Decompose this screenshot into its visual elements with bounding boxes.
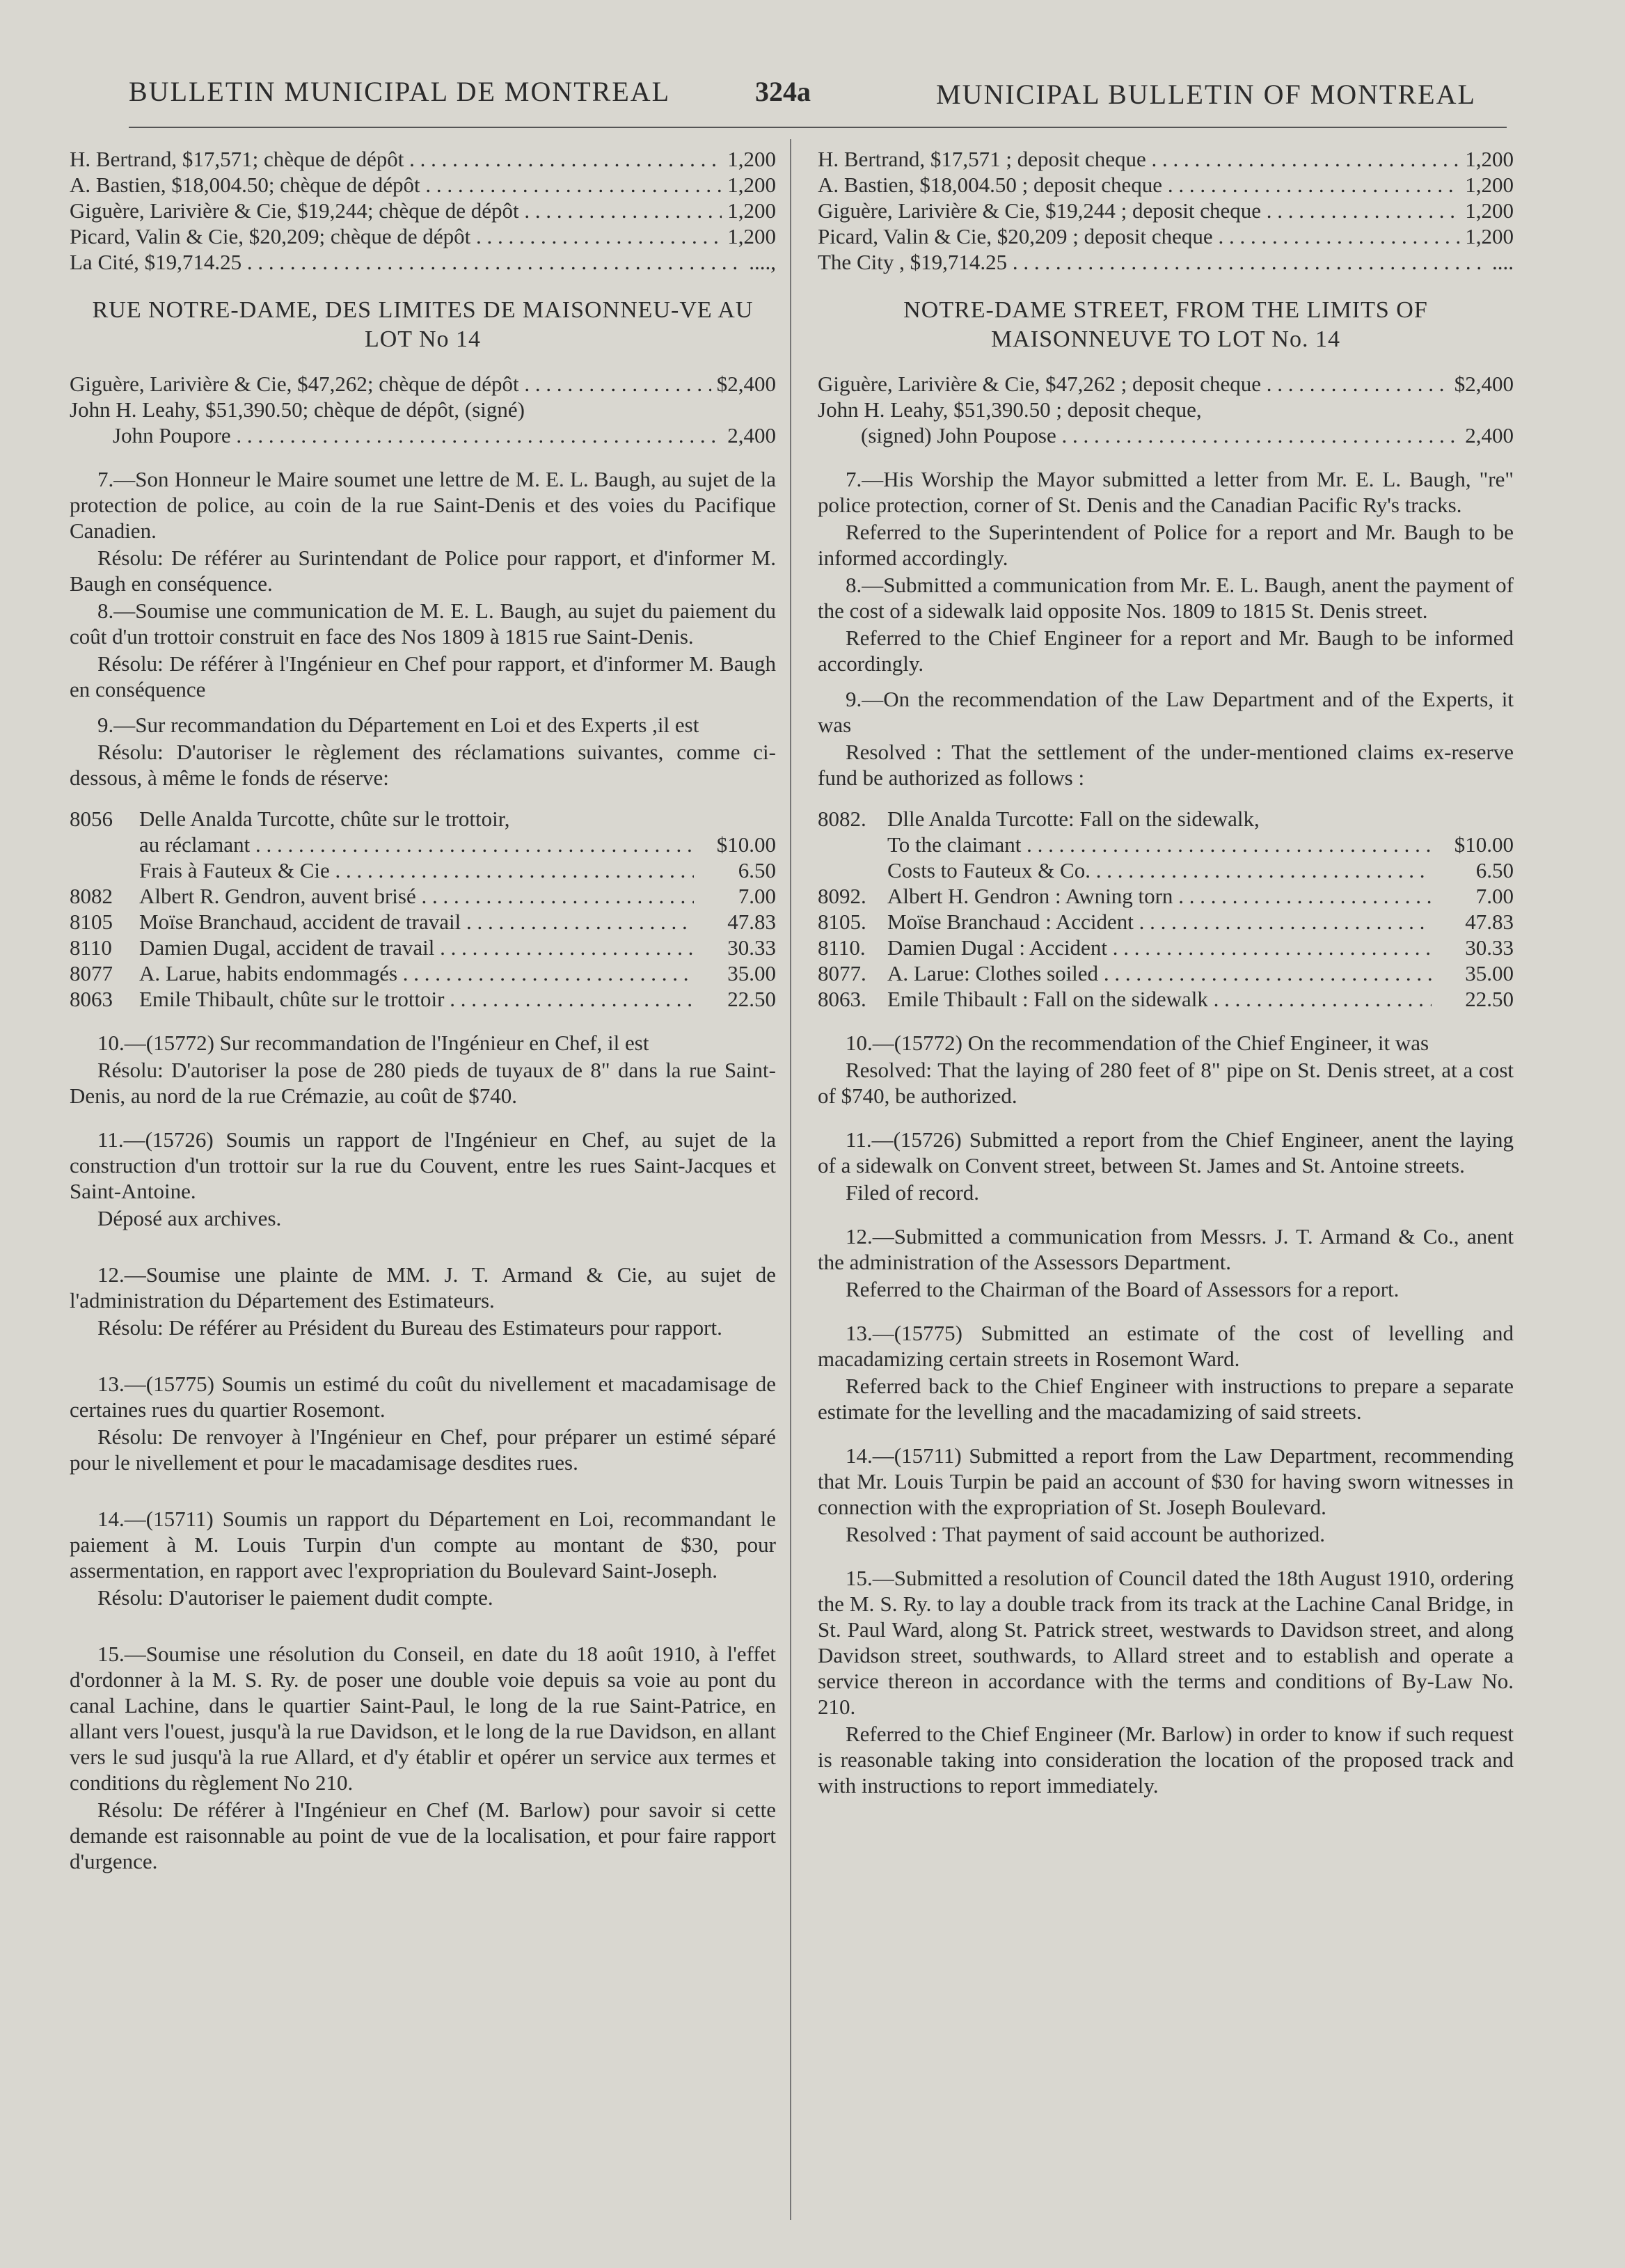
header-title-english: MUNICIPAL BULLETIN OF MONTREAL (936, 79, 1476, 110)
item-13: 13.—(15775) Submitted an estimate of the cost of levelling and macadamizing certain streets in Rosemont Ward. (818, 1321, 1514, 1371)
tender-row: Picard, Valin & Cie, $20,209 ; deposit cheque . . . 1,200 (818, 223, 1514, 249)
item-7-resolution: Referred to the Superintendent of Police for a report and Mr. Baugh to be informed accordingly. (818, 520, 1514, 570)
claim-row: 8082. Dlle Analda Turcotte: Fall on the sidewalk, (818, 807, 1260, 831)
tender-list-1 (818, 146, 1514, 275)
item-11-resolution: Déposé aux archives. (97, 1206, 282, 1230)
item-14: 14.—(15711) Submitted a report from the Law Department, recommending that Mr. Louis Turpin be paid an account of $30 for having sworn witnesses in connection with the expropriation of St. Joseph Boulevard. (818, 1443, 1514, 1519)
tender-row: Giguère, Larivière & Cie, $19,244; chèque de dépôt . . . 1,200 (70, 198, 776, 223)
item-8: 8.—Soumise une communication de M. E. L. Baugh, au sujet du paiement du coût d'un trottoir construit en face des Nos 1809 à 1815 rue Saint-Denis. (70, 598, 776, 649)
claim-row: 8077 A. Larue, habits endommagés . . . 35.00 (70, 960, 776, 986)
item-9: 9.—On the recommendation of the Law Department and of the Experts, it was (818, 687, 1514, 737)
claim-row: 8105. Moïse Branchaud : Accident . . . 47.83 (818, 909, 1514, 935)
item-9-resolution: Résolu: D'autoriser le règlement des réclamations suivantes, comme ci-dessous, à même le fonds de réserve: (70, 740, 776, 790)
claim-row: 8063. Emile Thibault : Fall on the sidewalk . . . 22.50 (818, 986, 1514, 1012)
english-column (818, 146, 1514, 1800)
claim-row: 8110 Damien Dugal, accident de travail . . . 30.33 (70, 935, 776, 960)
item-8-resolution: Referred to the Chief Engineer for a report and Mr. Baugh to be informed accordingly. (818, 626, 1514, 676)
claims-table (70, 806, 776, 1012)
claim-row: 8063 Emile Thibault, chûte sur le trottoir . . . 22.50 (70, 986, 776, 1012)
tender-row: La Cité, $19,714.25 . . . ...., (70, 249, 776, 275)
item-9: 9.—Sur recommandation du Département en Loi et des Experts ,il est (97, 713, 699, 737)
item-12: 12.—Soumise une plainte de MM. J. T. Armand & Cie, au sujet de l'administration du Département des Estimateurs. (70, 1262, 776, 1313)
page-number: 324a (755, 76, 811, 107)
item-11: 11.—(15726) Soumis un rapport de l'Ingénieur en Chef, au sujet de la construction d'un trottoir sur la rue du Couvent, entre les rues Saint-Jacques et Saint-Antoine. (70, 1127, 776, 1203)
item-15-resolution: Referred to the Chief Engineer (Mr. Barlow) in order to know if such request is reasonable taking into consideration the location of the proposed track and with instructions to report immediately. (818, 1722, 1514, 1798)
item-8-resolution: Résolu: De référer à l'Ingénieur en Chef pour rapport, et d'informer M. Baugh en conséquence (70, 651, 776, 701)
claim-row: au réclamant . . . $10.00 (70, 832, 776, 857)
item-11: 11.—(15726) Submitted a report from the Chief Engineer, anent the laying of a sidewalk on Convent street, between St. James and St. Antoine streets. (818, 1127, 1514, 1177)
tender-list-1 (70, 146, 776, 275)
section-heading: NOTRE-DAME STREET, FROM THE LIMITS OF MAISONNEUVE TO LOT No. 14 (903, 297, 1428, 352)
item-7: 7.—Son Honneur le Maire soumet une lettre de M. E. L. Baugh, au sujet de la protection de police, au coin de la rue Saint-Denis et des voies du Pacifique Canadien. (70, 467, 776, 543)
item-14-resolution: Résolu: D'autoriser le paiement dudit compte. (97, 1585, 493, 1610)
header-title-french: BULLETIN MUNICIPAL DE MONTREAL (129, 76, 671, 107)
tender-row: H. Bertrand, $17,571; chèque de dépôt . . . 1,200 (70, 146, 776, 172)
item-15: 15.—Submitted a resolution of Council dated the 18th August 1910, ordering the M. S. Ry. to lay a double track from its track at the Lachine Canal Bridge, in St. Paul Ward, along St. Patrick street, westwards to Davidson street, and along Davidson street, southwards, to Allard street and to establish and operate a service thereon in accordance with the terms and conditions of By-Law No. 210. (818, 1566, 1514, 1719)
item-12: 12.—Submitted a communication from Messrs. J. T. Armand & Co., anent the administration of the Assessors Department. (818, 1224, 1514, 1274)
item-14: 14.—(15711) Soumis un rapport du Département en Loi, recommandant le paiement à M. Louis Turpin d'un compte au montant de $30, pour assermentation, en rapport avec l'expropriation du Boulevard Saint-Joseph. (70, 1507, 776, 1583)
item-13: 13.—(15775) Soumis un estimé du coût du nivellement et macadamisage de certaines rues du quartier Rosemont. (70, 1372, 776, 1422)
column-divider (790, 139, 791, 2220)
item-15-resolution: Résolu: De référer à l'Ingénieur en Chef (M. Barlow) pour savoir si cette demande est raisonnable au point de vue de la localisation, et pour faire rapport d'urgence. (70, 1798, 776, 1873)
claims-table (818, 806, 1514, 1012)
tender-row: H. Bertrand, $17,571 ; deposit cheque . . . 1,200 (818, 146, 1514, 172)
tender-row: Picard, Valin & Cie, $20,209; chèque de dépôt . . . 1,200 (70, 223, 776, 249)
item-10-resolution: Resolved: That the laying of 280 feet of 8" pipe on St. Denis street, at a cost of $740, be authorized. (818, 1058, 1514, 1108)
tender-row: Giguère, Larivière & Cie, $47,262 ; deposit cheque . . . $2,400 (818, 371, 1514, 397)
claim-row: 8105 Moïse Branchaud, accident de travail . . . 47.83 (70, 909, 776, 935)
tender-row: A. Bastien, $18,004.50 ; deposit cheque . . . 1,200 (818, 172, 1514, 198)
header-rule (129, 127, 1507, 128)
item-8: 8.—Submitted a communication from Mr. E. L. Baugh, anent the payment of the cost of a sidewalk laid opposite Nos. 1809 to 1815 St. Denis street. (818, 573, 1514, 623)
item-10: 10.—(15772) On the recommendation of the Chief Engineer, it was (846, 1031, 1429, 1055)
item-13-resolution: Résolu: De renvoyer à l'Ingénieur en Chef, pour préparer un estimé séparé pour le nivellement et pour le macadamisage desdites rues. (70, 1425, 776, 1475)
tender-row: A. Bastien, $18,004.50; chèque de dépôt . . . 1,200 (70, 172, 776, 198)
item-7-resolution: Résolu: De référer au Surintendant de Police pour rapport, et d'informer M. Baugh en conséquence. (70, 546, 776, 596)
claim-row: 8082 Albert R. Gendron, auvent brisé . . . 7.00 (70, 883, 776, 909)
claim-row: 8092. Albert H. Gendron : Awning torn . . . 7.00 (818, 883, 1514, 909)
item-15: 15.—Soumise une résolution du Conseil, en date du 18 août 1910, à l'effet d'ordonner à la M. S. Ry. de poser une double voie depuis sa voie au pont du canal Lachine, dans le quartier Saint-Paul, le long de la rue Saint-Patrice, en allant vers l'ouest, jusqu'à la rue Davidson, et le long de la rue Davidson, en allant vers le sud jusqu'à la rue Allard, et d'y établir et opérer un service aux termes et conditions du règlement No 210. (70, 1642, 776, 1795)
tender-row: Giguère, Larivière & Cie, $47,262; chèque de dépôt . . . $2,400 (70, 371, 776, 397)
item-11-resolution: Filed of record. (846, 1180, 979, 1205)
tender-row: John Poupore . . . 2,400 (70, 422, 776, 448)
tender-row-text: John H. Leahy, $51,390.50; chèque de dépôt, (signé) (70, 397, 525, 422)
item-14-resolution: Resolved : That payment of said account be authorized. (846, 1522, 1325, 1546)
tender-row: The City , $19,714.25 . . . .... (818, 249, 1514, 275)
claim-row: 8110. Damien Dugal : Accident . . . 30.33 (818, 935, 1514, 960)
claim-row: 8077. A. Larue: Clothes soiled . . . 35.00 (818, 960, 1514, 986)
claim-row: To the claimant . . . $10.00 (818, 832, 1514, 857)
item-9-resolution: Resolved : That the settlement of the under-mentioned claims ex-reserve fund be authorized as follows : (818, 740, 1514, 790)
claim-row: 8056 Delle Analda Turcotte, chûte sur le trottoir, (70, 807, 510, 831)
claim-row: Frais à Fauteux & Cie . . . 6.50 (70, 857, 776, 883)
item-7: 7.—His Worship the Mayor submitted a letter from Mr. E. L. Baugh, "re" police protection, corner of St. Denis and the Canadian Pacific Ry's tracks. (818, 467, 1514, 517)
tender-row: Giguère, Larivière & Cie, $19,244 ; deposit cheque . . . 1,200 (818, 198, 1514, 223)
item-10: 10.—(15772) Sur recommandation de l'Ingénieur en Chef, il est (97, 1031, 649, 1055)
item-12-resolution: Referred to the Chairman of the Board of Assessors for a report. (846, 1277, 1400, 1301)
section-heading: RUE NOTRE-DAME, DES LIMITES DE MAISONNEU-VE AU LOT No 14 (92, 297, 754, 352)
claim-row: Costs to Fauteux & Co. . . . 6.50 (818, 857, 1514, 883)
item-10-resolution: Résolu: D'autoriser la pose de 280 pieds de tuyaux de 8" dans la rue Saint-Denis, au nord de la rue Crémazie, au coût de $740. (70, 1058, 776, 1108)
page-header (0, 0, 1625, 132)
item-12-resolution: Résolu: De référer au Président du Bureau des Estimateurs pour rapport. (97, 1315, 722, 1340)
french-column (70, 146, 776, 1876)
item-13-resolution: Referred back to the Chief Engineer with instructions to prepare a separate estimate for the levelling and the macadamizing of said streets. (818, 1374, 1514, 1424)
tender-row: (signed) John Poupose . . . 2,400 (818, 422, 1514, 448)
tender-row-text: John H. Leahy, $51,390.50 ; deposit cheque, (818, 397, 1202, 422)
